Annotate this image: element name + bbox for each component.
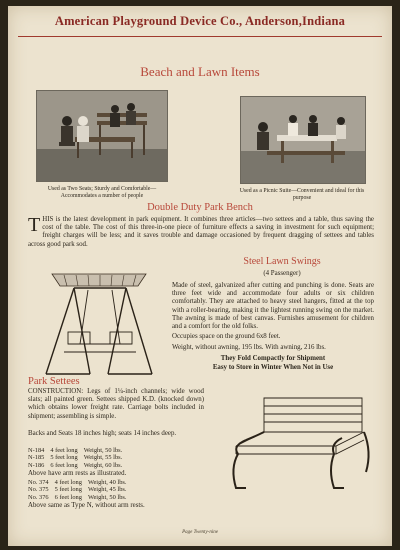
lawn-swings-text: Made of steel, galvanized after cutting and punching is done. Seats are three feet wide and accommodate four adults or six children comfortably. They are attached to heavy steel hangers, fitted at the top with a roller-bearing, making it the lightest running swing on the market. The awning is made of best canvas. Furnishes amusement for children and a comfort for the old folks. [172,282,374,331]
photo-picnic-suite [240,96,366,184]
company-title: American Playground Device Co., Anderson,Indiana [54,14,346,28]
swing-illustration [34,266,164,378]
catalog-page [8,6,392,546]
settees-construction: CONSTRUCTION: Legs of 1¼-inch channels; wide wood slats; all painted green. Settees shipped K.D. (knocked down) which obtains lower freight rate. Carriage bolts included in shipment; assembling is simple. [28,388,204,420]
settee-illustration [224,392,374,498]
table-row: N-186 6 feet long Weight, 60 lbs. [28,461,123,469]
caption-picnic-suite: Used as a Picnic Suite—Convenient and ideal for this purpose [239,188,365,201]
page-footer: Page Twenty-nine [182,530,218,535]
park-bench-text [28,216,374,249]
drop-cap: T [28,214,41,236]
lawn-swings-title: Steel Lawn Swings [243,256,321,267]
beach-lawn-title: Beach and Lawn Items [140,64,260,79]
park-settees-title: Park Settees [28,376,80,387]
lawn-swings-note-1: They Fold Compactly for Shipment [220,355,326,362]
settees-table-a [28,447,128,469]
lawn-swings-weight: Weight, without awning, 195 lbs. With awning, 216 lbs. [172,344,326,351]
lawn-swings-subtitle: (4 Passenger) [263,270,301,277]
settees-same-note: Above same as Type N, without arm rests. [28,502,145,509]
settees-arm-note: Above have arm rests as illustrated. [28,470,127,477]
settees-dimensions: Backs and Seats 18 inches high; seats 14 inches deep. [28,430,177,437]
page-header [18,14,382,37]
table-row: No. 376 6 feet long Weight, 50 lbs. [28,493,127,501]
table-row: N-184 4 feet long Weight, 50 lbs. [28,447,123,454]
table-row: No. 375 5 feet long Weight, 45 lbs. [28,486,127,494]
table-row: N-185 5 feet long Weight, 55 lbs. [28,454,123,462]
park-bench-title: Double Duty Park Bench [147,202,253,213]
photo-two-seats [36,90,168,182]
settees-table-b [28,479,132,501]
lawn-swings-note-2: Easy to Store in Winter When Not in Use [212,364,334,371]
park-bench-paragraph: HIS is the latest development in park equipment. It combines three articles—two settees and a table, thus saving the cost of the table. The cost of this three-in-one piece of furniture effects a saving in investment for such equipment; freight charges will be less; and it saves trouble and damage occasioned by frequent dragging of settees and tables across good park sod. [28,216,374,248]
caption-two-seats: Used as Two Seats; Sturdy and Comfortable—Accommodates a number of people [47,186,157,199]
lawn-swings-space: Occupies space on the ground 6x8 feet. [172,333,281,340]
table-row: No. 374 4 feet long Weight, 40 lbs. [28,479,127,486]
